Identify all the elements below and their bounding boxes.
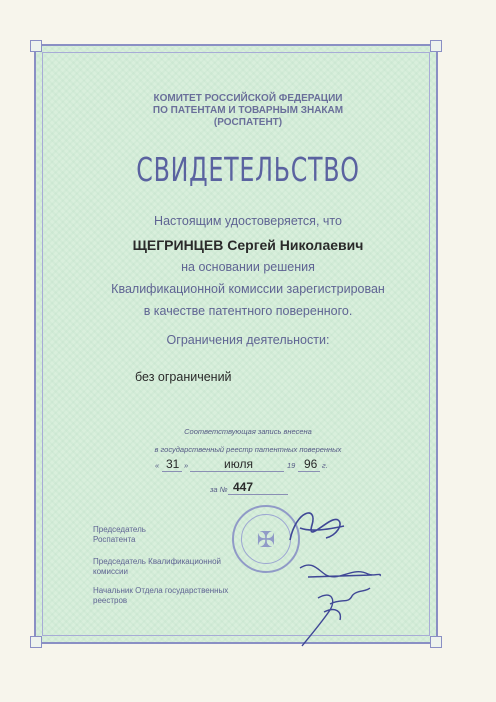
registry-number: 447: [233, 480, 254, 494]
number-label: за №: [210, 485, 228, 494]
date-year: 96: [304, 457, 318, 471]
body-line2: Квалификационной комиссии зарегистрирован: [111, 282, 385, 296]
intro-text: Настоящим удостоверяется, что: [154, 214, 342, 228]
chair-signature: [290, 513, 344, 540]
chair-label-line2: Роспатента: [93, 535, 136, 544]
chair-label-line1: Председатель: [93, 525, 146, 534]
date-year-suffix: г.: [322, 461, 328, 470]
dept-signature: [302, 588, 370, 646]
holder-name: ЩЕГРИНЦЕВ Сергей Николаевич: [132, 237, 364, 253]
registry-line1: Соответствующая запись внесена: [184, 427, 312, 436]
date-month: июля: [224, 457, 253, 471]
eagle-emblem-icon: ✠: [256, 527, 276, 552]
registry-line2: в государственный реестр патентных поверенных: [154, 445, 342, 454]
date-year-prefix: 19: [287, 461, 296, 470]
dept-label-line2: реестров: [93, 596, 128, 605]
body-line1: на основании решения: [181, 260, 315, 274]
date-day: 31: [166, 457, 180, 471]
certificate-title: СВИДЕТЕЛЬСТВО: [136, 150, 360, 189]
restrictions-value: без ограничений: [135, 370, 232, 384]
org-name-line2: ПО ПАТЕНТАМ И ТОВАРНЫМ ЗНАКАМ: [152, 105, 344, 116]
body-line3: в качестве патентного поверенного.: [143, 304, 353, 318]
date-quote-open: «: [155, 461, 160, 470]
date-quote-close: »: [184, 461, 189, 470]
commission-signature: [300, 565, 380, 577]
dept-label-line1: Начальник Отдела государственных: [93, 586, 229, 595]
commission-label-line2: комиссии: [93, 567, 128, 576]
restrictions-label: Ограничения деятельности:: [166, 333, 330, 347]
commission-label-line1: Председатель Квалификационной: [93, 557, 222, 566]
org-name-line3: (РОСПАТЕНТ): [213, 117, 283, 128]
org-name-line1: КОМИТЕТ РОССИЙСКОЙ ФЕДЕРАЦИИ: [153, 93, 343, 104]
